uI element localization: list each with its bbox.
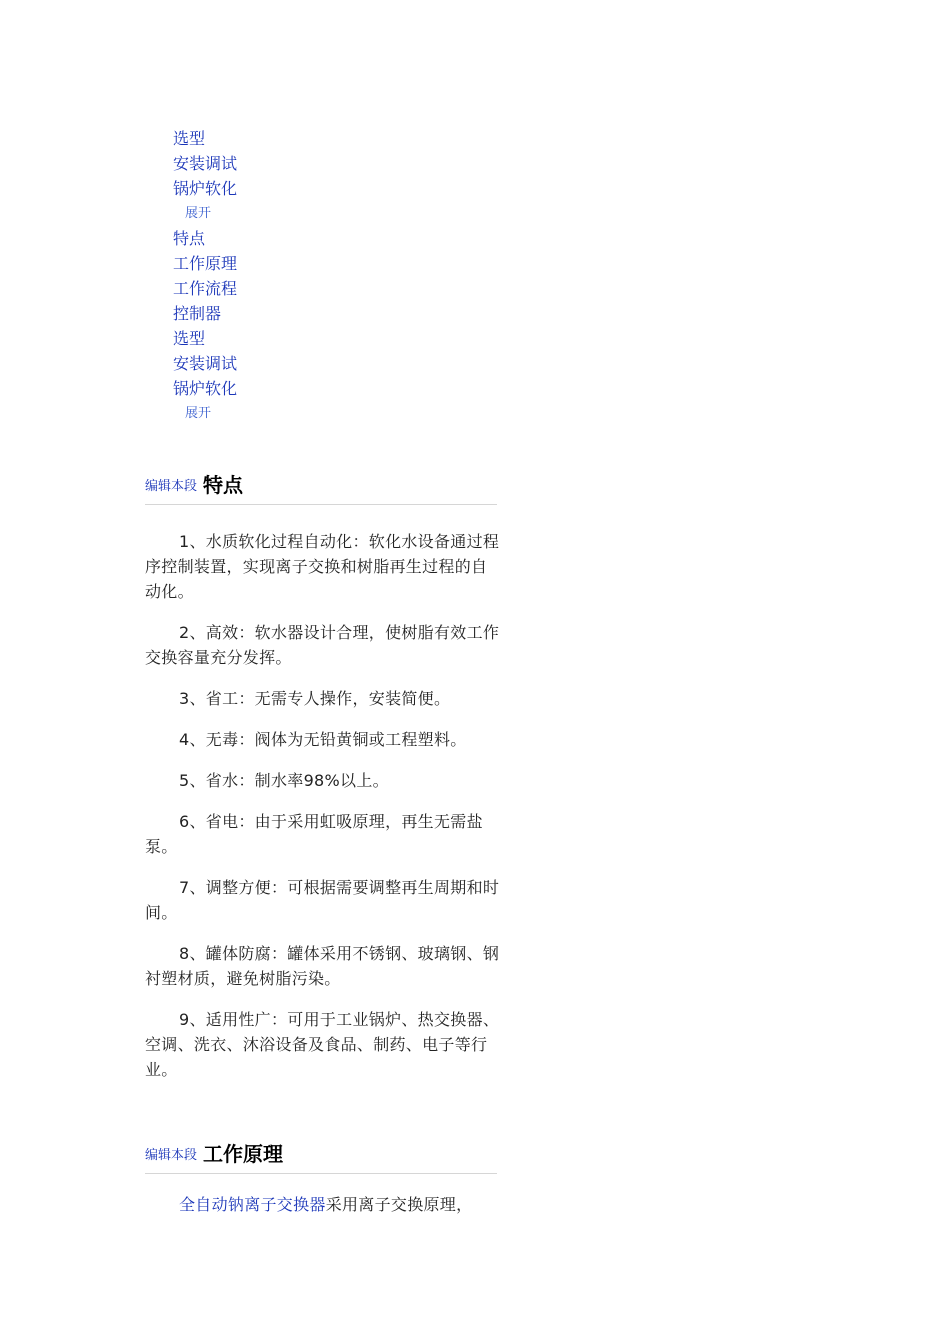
- toc-expand-button[interactable]: 展开: [185, 206, 212, 221]
- feature-paragraph: 5、省水：制水率98%以上。: [179, 771, 389, 790]
- feature-paragraph: 9、适用性广：可用于工业锅炉、热交换器、空调、洗衣、沐浴设备及食品、制药、电子等行业。: [145, 1010, 500, 1079]
- toc-item-controller[interactable]: 控制器: [173, 304, 222, 323]
- feature-paragraph: 4、无毒：阀体为无铅黄铜或工程塑料。: [179, 730, 467, 749]
- section-header-features: [145, 470, 497, 505]
- section-title: 特点: [203, 473, 243, 497]
- feature-paragraph: 3、省工：无需专人操作，安装简便。: [179, 689, 451, 708]
- principle-paragraph: [145, 1192, 501, 1217]
- feature-paragraph: 1、水质软化过程自动化：软化水设备通过程序控制装置，实现离子交换和树脂再生过程的自动化。: [145, 532, 500, 601]
- principle-text: 采用离子交换原理，: [325, 1195, 473, 1214]
- section-title: 工作原理: [203, 1142, 283, 1166]
- feature-paragraph: 7、调整方便：可根据需要调整再生周期和时间。: [145, 878, 500, 922]
- feature-paragraph: 2、高效：软水器设计合理，使树脂有效工作交换容量充分发挥。: [145, 623, 500, 667]
- toc-item-selection[interactable]: 选型: [173, 129, 206, 148]
- feature-paragraph: 6、省电：由于采用虹吸原理，再生无需盐泵。: [145, 812, 483, 856]
- toc-item-principle[interactable]: 工作原理: [173, 254, 238, 273]
- toc-item-boiler-softening[interactable]: 锅炉软化: [173, 379, 238, 398]
- toc-item-features[interactable]: 特点: [173, 229, 206, 248]
- toc-item-workflow[interactable]: 工作流程: [173, 279, 238, 298]
- edit-section-link[interactable]: 编辑本段: [145, 479, 198, 494]
- section-content-principle: [145, 1192, 501, 1233]
- edit-section-link[interactable]: 编辑本段: [145, 1148, 198, 1163]
- toc-item-selection[interactable]: 选型: [173, 329, 206, 348]
- toc-item-installation[interactable]: 安装调试: [173, 154, 238, 173]
- feature-paragraph: 8、罐体防腐：罐体采用不锈钢、玻璃钢、钢衬塑材质，避免树脂污染。: [145, 944, 500, 988]
- exchanger-link[interactable]: 全自动钠离子交换器: [179, 1195, 326, 1214]
- toc-item-installation[interactable]: 安装调试: [173, 354, 238, 373]
- toc-expand-button[interactable]: 展开: [185, 406, 212, 421]
- section-header-principle: [145, 1139, 497, 1174]
- toc-item-boiler-softening[interactable]: 锅炉软化: [173, 179, 238, 198]
- table-of-contents: [173, 126, 237, 426]
- section-content-features: [145, 529, 501, 1098]
